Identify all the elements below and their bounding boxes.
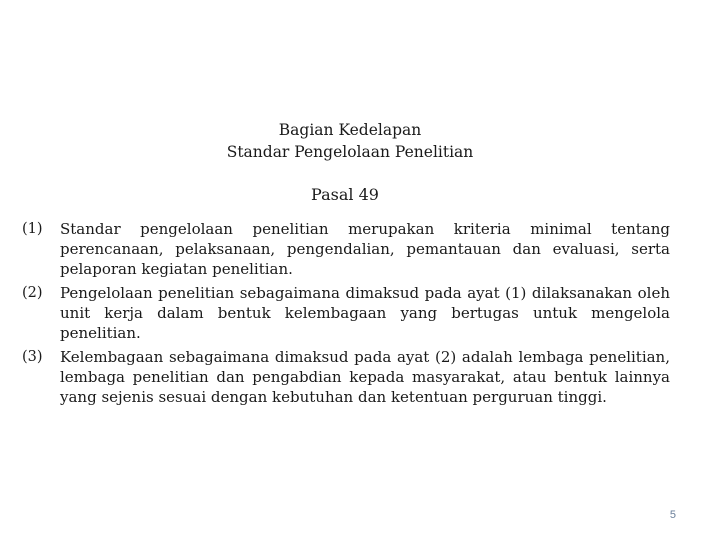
article-heading: Pasal 49 — [311, 185, 379, 204]
standard-title: Standar Pengelolaan Penelitian — [226, 143, 474, 161]
paragraph-number: (1) — [22, 221, 43, 237]
paragraph-1 — [22, 219, 670, 279]
paragraph-3 — [22, 347, 670, 407]
paragraph-2 — [22, 283, 670, 343]
paragraph-number: (3) — [22, 349, 43, 365]
paragraph-number: (2) — [22, 285, 43, 301]
paragraph-text: Standar pengelolaan penelitian merupakan kriteria minimal tentang perencanaan, pelaksanaan, pengendalian, pemantauan dan evaluasi, serta pelaporan kegiatan penelitian. — [60, 220, 670, 278]
page-number: 5 — [669, 509, 676, 521]
section-heading: Bagian Kedelapan — [278, 121, 422, 139]
paragraph-text: Kelembagaan sebagaimana dimaksud pada ayat (2) adalah lembaga penelitian, lembaga penelitian dan pengabdian kepada masyarakat, atau bentuk lainnya yang sejenis sesuai dengan kebutuhan dan ketentuan perguruan tinggi. — [60, 348, 670, 406]
paragraph-text: Pengelolaan penelitian sebagaimana dimaksud pada ayat (1) dilaksanakan oleh unit kerja dalam bentuk kelembagaan yang bertugas untuk mengelola penelitian. — [60, 284, 670, 342]
